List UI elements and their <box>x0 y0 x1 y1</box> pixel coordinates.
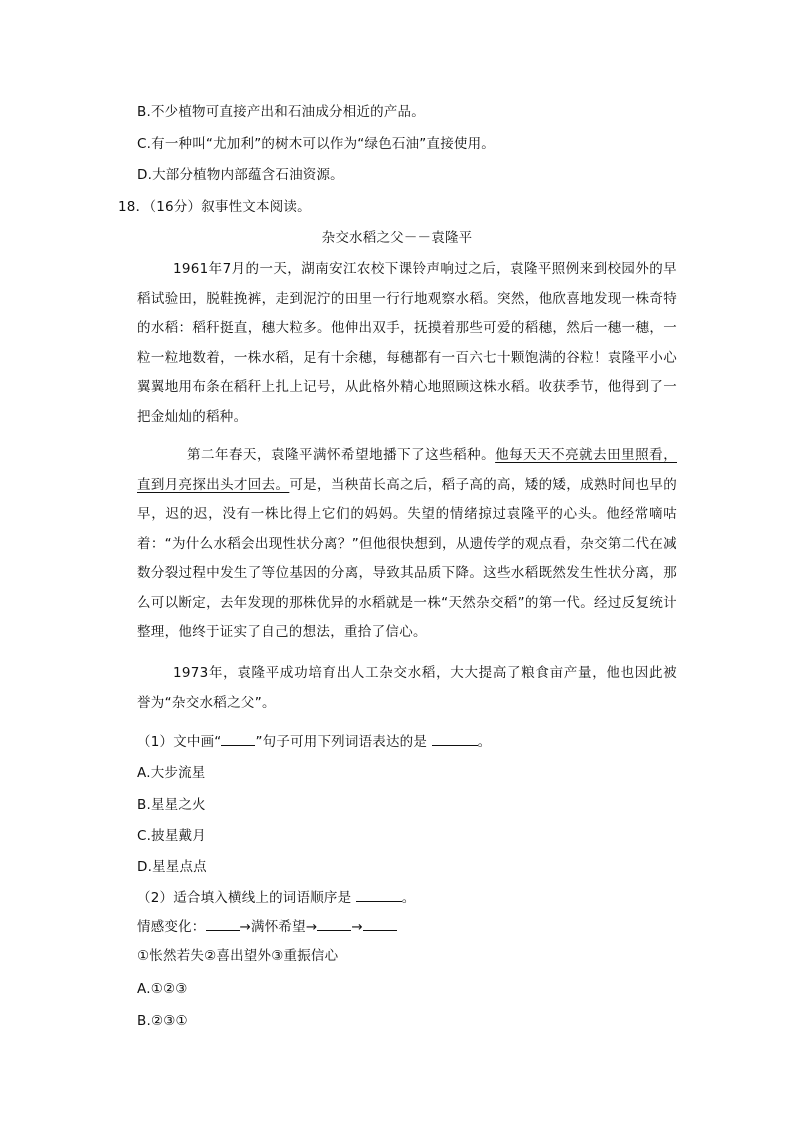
sub2-option-a: A.①②③ <box>137 981 188 997</box>
emotion-blank-1[interactable] <box>206 916 240 931</box>
sub2-option-b: B.②③① <box>137 1013 188 1029</box>
underlined-sentence: 他每天天不亮就去田里照看，直到月亮探出头才回去。 <box>137 447 677 493</box>
sub-question-2-stem <box>137 887 415 908</box>
option-d-previous: D.大部分植物内部蕴含石油资源。 <box>137 167 344 183</box>
sub2-stem-pre: （2）适合填入横线上的词语顺序是 <box>137 890 356 906</box>
sub1-option-d: D.星星点点 <box>137 859 207 875</box>
paragraph-2 <box>137 441 677 648</box>
arrow-3: → <box>351 919 363 935</box>
sub1-answer-blank[interactable] <box>432 731 478 746</box>
emotion-change-line <box>137 916 397 937</box>
emotion-middle: 满怀希望 <box>251 919 306 935</box>
sub-question-1-stem <box>137 731 491 752</box>
passage-title: 杂交水稻之父－－袁隆平 <box>321 230 473 246</box>
sub2-answer-blank[interactable] <box>356 887 402 902</box>
question-number: 18．（16分）叙事性文本阅读。 <box>118 199 311 215</box>
sub1-stem-post: 。 <box>477 734 492 750</box>
paragraph-3: 1973年，袁隆平成功培育出人工杂交水稻，大大提高了粮食亩产量，他也因此被誉为“杂交水稻之父”。 <box>137 665 677 711</box>
sub1-stem-mid: ”句子可用下列词语表达的是 <box>255 734 432 750</box>
sub2-stem-post: 。 <box>401 890 416 906</box>
sub1-quote-blank <box>221 731 255 746</box>
sub1-option-c: C.披星戴月 <box>137 828 206 844</box>
arrow-1: → <box>239 919 252 935</box>
option-b-previous: B.不少植物可直接产出和石油成分相近的产品。 <box>137 104 425 120</box>
emotion-blank-2[interactable] <box>317 916 351 931</box>
sub1-option-a: A.大步流星 <box>137 765 206 781</box>
emotion-label: 情感变化： <box>137 919 206 935</box>
paragraph-1: 1961年7月的一天，湖南安江农校下课铃声响过之后，袁隆平照例来到校园外的早稻试验田，脱鞋挽裤，走到泥泞的田里一行行地观察水稻。突然，他欣喜地发现一株奇特的水稻：稻秆挺直，穗大粒多。他伸出双手，抚摸着那些可爱的稻穗，然后一穗一穗，一粒一粒地数着，一株水稻，足有十余穗，每穗都有一百六七十颗饱满的谷粒！袁隆平小心翼翼地用布条在稻秆上扎上记号，从此格外精心地照顾这株水稻。收获季节，他得到了一把金灿灿的稻种。 <box>137 261 677 425</box>
paragraph-2-start: 第二年春天，袁隆平满怀希望地播下了这些稻种。 <box>187 447 496 463</box>
arrow-2: → <box>305 919 318 935</box>
sub1-option-b: B.星星之火 <box>137 797 206 813</box>
sub1-stem-pre: （1）文中画“ <box>137 734 222 750</box>
emotion-choices: ①怅然若失②喜出望外③重振信心 <box>137 948 339 964</box>
option-c-previous: C.有一种叫“尤加利”的树木可以作为“绿色石油”直接使用。 <box>137 136 495 152</box>
emotion-blank-3[interactable] <box>363 916 397 931</box>
paragraph-2-rest: 可是，当秧苗长高之后，稻子高的高，矮的矮，成熟时间也早的早，迟的迟，没有一株比得上它们的妈妈。失望的情绪掠过袁隆平的心头。他经常嘀咕着：“为什么水稻会出现性状分离？”但他很快想到，从遗传学的观点看，杂交第二代在减数分裂过程中发生了等位基因的分离，导致其品质下降。这些水稻既然发生性状分离，那么可以断定，去年发现的那株优异的水稻就是一株“天然杂交稻”的第一代。经过反复统计整理，他终于证实了自己的想法，重拾了信心。 <box>137 476 677 640</box>
